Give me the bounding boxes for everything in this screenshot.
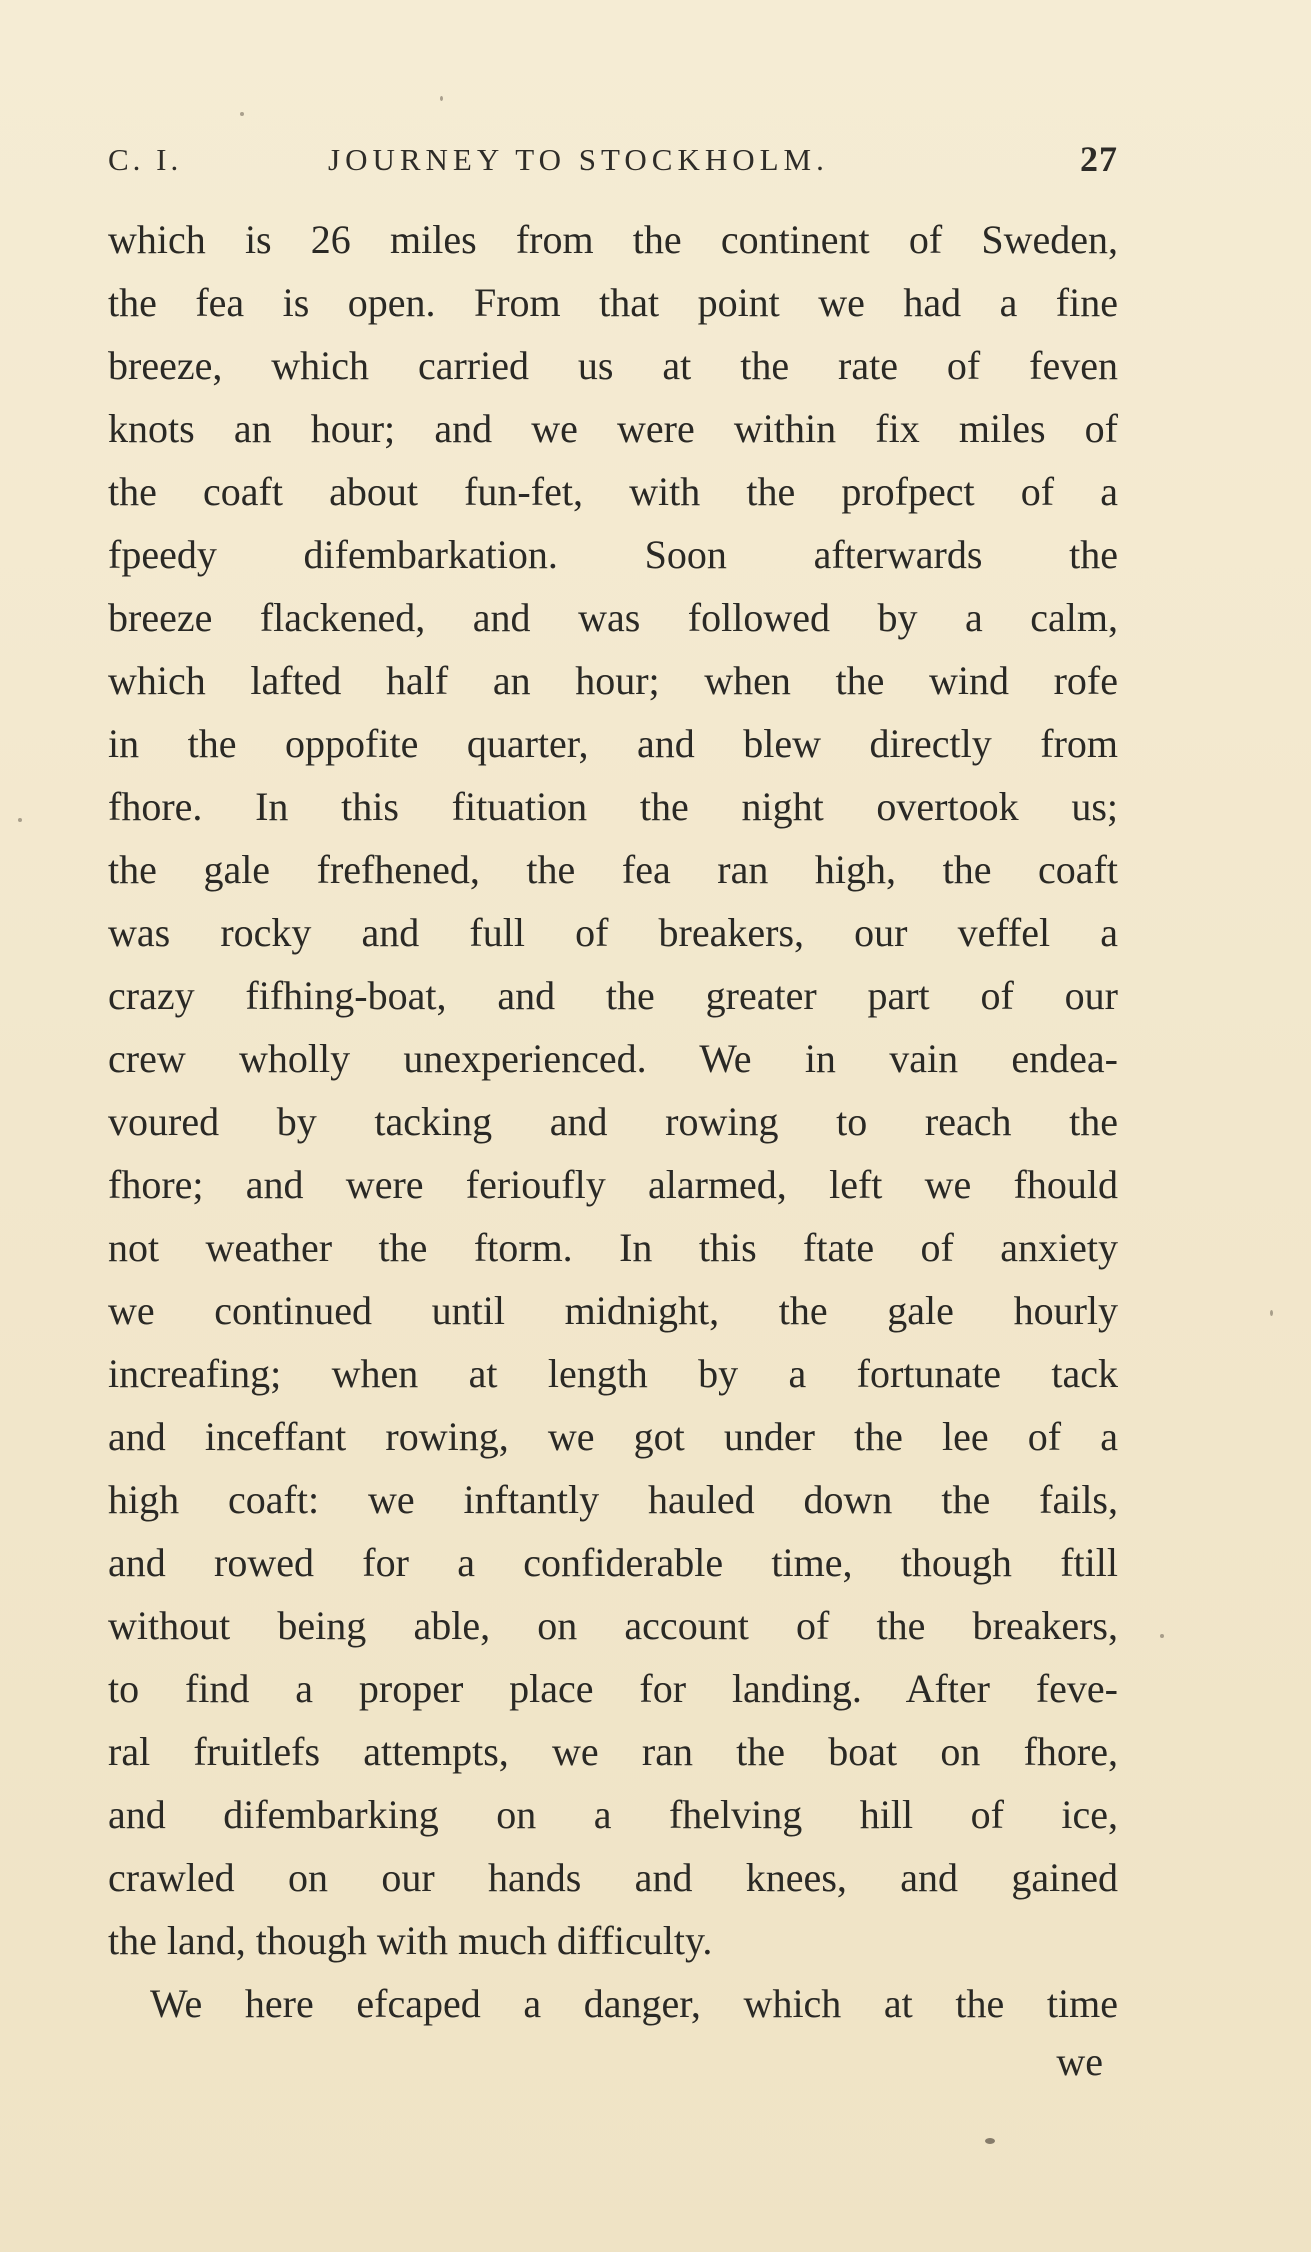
text-line: fhore. In this fituation the night overtook us; [108, 784, 1118, 829]
text-line: crazy fifhing-boat, and the greater part of our [108, 973, 1118, 1018]
text-line: not weather the ftorm. In this ftate of anxiety [108, 1225, 1118, 1270]
text-line: fhore; and were ferioufly alarmed, left we fhould [108, 1162, 1118, 1207]
text-line: voured by tacking and rowing to reach the [108, 1099, 1118, 1144]
text-line: which is 26 miles from the continent of Sweden, [108, 217, 1118, 262]
text-line: high coaft: we inftantly hauled down the fails, [108, 1477, 1118, 1522]
page-number: 27 [1080, 139, 1118, 179]
body-text [108, 208, 1118, 2035]
text-line: breeze, which carried us at the rate of feven [108, 343, 1118, 388]
text-line: was rocky and full of breakers, our veffel a [108, 910, 1118, 955]
chapter-label: C. I. [108, 142, 183, 177]
text-line: to find a proper place for landing. After feve- [108, 1666, 1118, 1711]
text-line: ral fruitlefs attempts, we ran the boat on fhore, [108, 1729, 1118, 1774]
text-line: and difembarking on a fhelving hill of ice, [108, 1792, 1118, 1837]
paper-speck [1160, 1634, 1164, 1638]
text-line: which lafted half an hour; when the wind rofe [108, 658, 1118, 703]
text-line: without being able, on account of the breakers, [108, 1603, 1118, 1648]
text-line: crawled on our hands and knees, and gained [108, 1855, 1118, 1900]
paper-speck [240, 112, 244, 116]
text-line: increafing; when at length by a fortunate tack [108, 1351, 1118, 1396]
paper-speck [1270, 1310, 1273, 1316]
text-line: we continued until midnight, the gale hourly [108, 1288, 1118, 1333]
text-line: We here efcaped a danger, which at the time [150, 1981, 1118, 2026]
text-line: the coaft about fun-fet, with the profpect of a [108, 469, 1118, 514]
paper-speck [440, 96, 443, 101]
paper-speck [985, 2138, 995, 2144]
text-line: the gale frefhened, the fea ran high, the coaft [108, 847, 1118, 892]
running-title: JOURNEY TO STOCKHOLM. [328, 142, 829, 177]
text-line: the fea is open. From that point we had a fine [108, 280, 1118, 325]
running-header [108, 138, 1118, 188]
text-line: and inceffant rowing, we got under the lee of a [108, 1414, 1118, 1459]
text-line: in the oppofite quarter, and blew directly from [108, 721, 1118, 766]
text-line: fpeedy difembarkation. Soon afterwards the [108, 532, 1118, 577]
catchword: we [1056, 2039, 1103, 2084]
text-line: knots an hour; and we were within fix miles of [108, 406, 1118, 451]
text-line: the land, though with much difficulty. [108, 1918, 713, 1963]
paper-speck [18, 818, 22, 822]
text-line: breeze flackened, and was followed by a calm, [108, 595, 1118, 640]
text-line: crew wholly unexperienced. We in vain endea- [108, 1036, 1118, 1081]
text-line: and rowed for a confiderable time, though ftill [108, 1540, 1118, 1585]
